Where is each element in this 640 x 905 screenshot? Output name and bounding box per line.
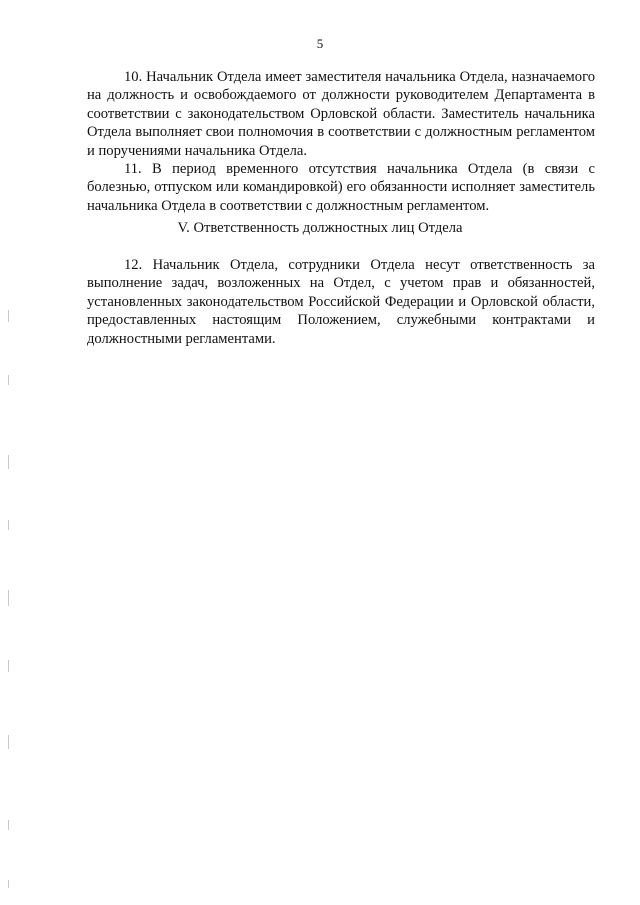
clause-12-block	[87, 256, 595, 348]
clause-11: 11. В период временного отсутствия начальника Отдела (в связи с болезнью, отпуском или командировкой) его обязанности исполняет заместитель начальника Отдела в соответствии с должностным регламентом.	[87, 161, 595, 214]
clause-12: 12. Начальник Отдела, сотрудники Отдела несут ответственность за выполнение задач, возложенных на Отдел, с учетом прав и обязанностей, установленных законодательством Российской Федерации и Орловской области, предоставленных настоящим Положением, служебными контрактами и должностными регламентами.	[87, 257, 595, 347]
scan-mark	[8, 375, 9, 385]
scan-mark	[8, 310, 9, 322]
scan-mark	[8, 520, 9, 530]
scan-mark	[8, 820, 9, 830]
section-heading: V. Ответственность должностных лиц Отдела	[177, 220, 463, 236]
clause-10: 10. Начальник Отдела имеет заместителя начальника Отдела, назначаемого на должность и освобождаемого от должности руководителем Департамента в соответствии с законодательством Орловской области. Заместитель начальника Отдела выполняет свои полномочия в соответствии с должностным регламентом и поручениями начальника Отдела.	[87, 69, 595, 159]
clauses-10-11	[87, 68, 595, 215]
scan-mark	[8, 455, 9, 469]
page-number: 5	[316, 36, 324, 51]
scan-mark	[8, 590, 9, 606]
scan-mark	[8, 880, 9, 888]
scan-mark	[8, 735, 9, 749]
scan-mark	[8, 660, 9, 672]
